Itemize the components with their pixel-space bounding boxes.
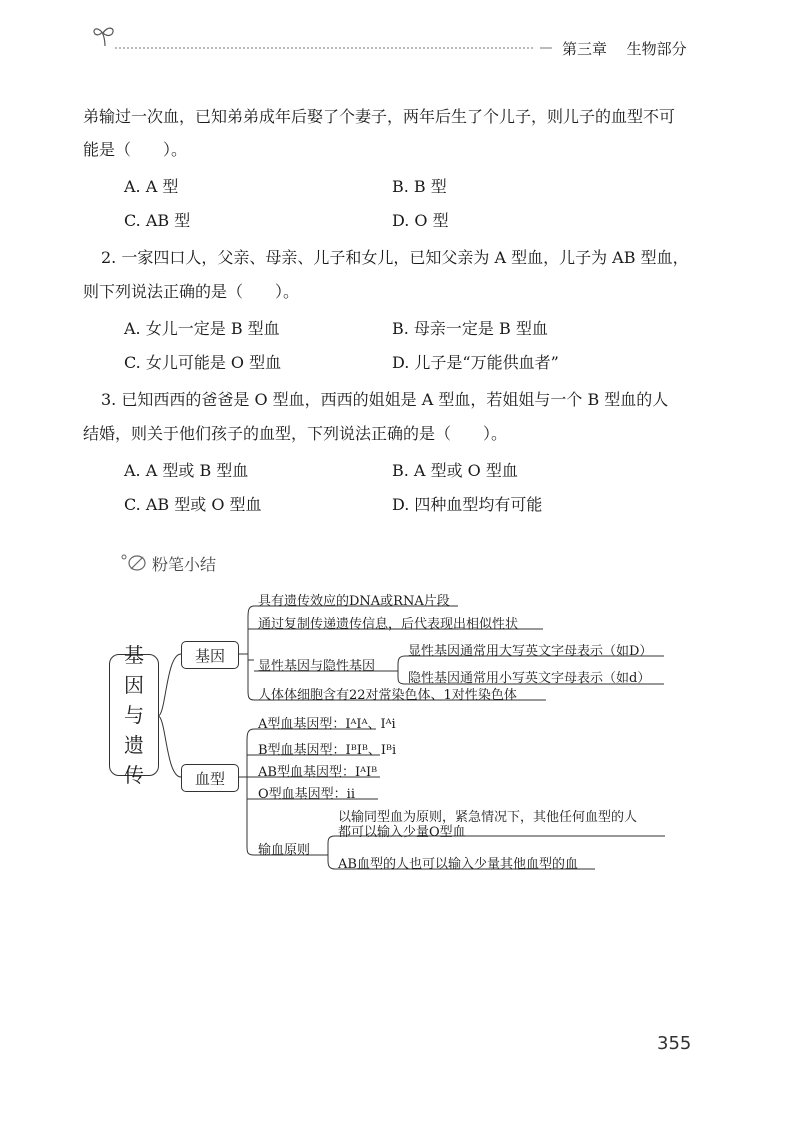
root-node-heredity: [109, 643, 159, 787]
gene-dominant-recessive: 显性基因与隐性基因: [258, 659, 376, 674]
q2-text-line2: 则下列说法正确的是（ ）。: [83, 282, 300, 301]
root-char: 基: [124, 643, 144, 667]
q3-text-line2: 结婚，则关于他们孩子的血型，下列说法正确的是（ ）。: [83, 424, 508, 443]
q3-option-d: D. 四种血型均有可能: [392, 495, 543, 514]
q1-text-line1: 弟输过一次血，已知弟弟成年后娶了个妻子，两年后生了个儿子，则儿子的血型不可: [83, 107, 676, 126]
gene-recessive-note: 隐性基因通常用小写英文字母表示（如d）: [408, 671, 651, 686]
q2-text-line1: 2. 一家四口人，父亲、母亲、儿子和女儿，已知父亲为 A 型血，儿子为 AB 型血，: [101, 248, 689, 267]
transfusion-principle-line2: 都可以输入少量O型血: [338, 825, 466, 840]
root-char: 遗: [124, 733, 144, 757]
q3-option-a: A. A 型或 B 型血: [124, 461, 249, 480]
root-char: 传: [124, 763, 144, 787]
q1-option-b: B. B 型: [392, 177, 447, 196]
gene-transmission: 通过复制传递遗传信息，后代表现出相似性状: [258, 617, 519, 632]
root-char: 因: [124, 673, 144, 697]
gene-dominant-note: 显性基因通常用大写英文字母表示（如D）: [408, 644, 653, 659]
gene-chromosomes: 人体体细胞含有22对常染色体、1对性染色体: [258, 688, 517, 703]
root-char: 与: [124, 703, 144, 727]
gene-definition: 具有遗传效应的DNA或RNA片段: [258, 594, 450, 609]
blood-type-node: 血型: [181, 764, 239, 792]
q3-text-line1: 3. 已知西西的爸爸是 O 型血，西西的姐姐是 A 型血，若姐姐与一个 B 型血的人: [101, 390, 669, 409]
q2-option-d: D. 儿子是“万能供血者”: [392, 353, 559, 372]
blood-type-a: A型血基因型：IᴬIᴬ、Iᴬi: [258, 717, 396, 732]
blood-type-b: B型血基因型：IᴮIᴮ、Iᴮi: [258, 743, 397, 758]
q1-option-a: A. A 型: [124, 177, 179, 196]
blood-type-o: O型血基因型：ii: [258, 787, 355, 802]
page-number: 355: [657, 1033, 692, 1054]
transfusion-label: 输血原则: [258, 843, 311, 858]
q3-option-b: B. A 型或 O 型血: [392, 461, 518, 480]
summary-title: 粉笔小结: [152, 555, 217, 574]
q1-option-d: D. O 型: [392, 211, 449, 230]
q1-option-c: C. AB 型: [124, 211, 191, 230]
q2-option-a: A. 女儿一定是 B 型血: [124, 319, 280, 338]
section-label: 生物部分: [626, 40, 687, 58]
chapter-label: 第三章: [562, 40, 608, 58]
q3-option-c: C. AB 型或 O 型血: [124, 495, 262, 514]
q1-text-line2: 能是（ ）。: [83, 140, 188, 159]
transfusion-principle-line1: 以输同型血为原则，紧急情况下，其他任何血型的人: [338, 810, 638, 825]
gene-node: 基因: [181, 641, 239, 669]
q2-option-b: B. 母亲一定是 B 型血: [392, 319, 548, 338]
transfusion-ab-principle: AB血型的人也可以输入少量其他血型的血: [338, 857, 578, 872]
q2-option-c: C. 女儿可能是 O 型血: [124, 353, 282, 372]
blood-type-ab: AB型血基因型：IᴬIᴮ: [258, 765, 378, 780]
